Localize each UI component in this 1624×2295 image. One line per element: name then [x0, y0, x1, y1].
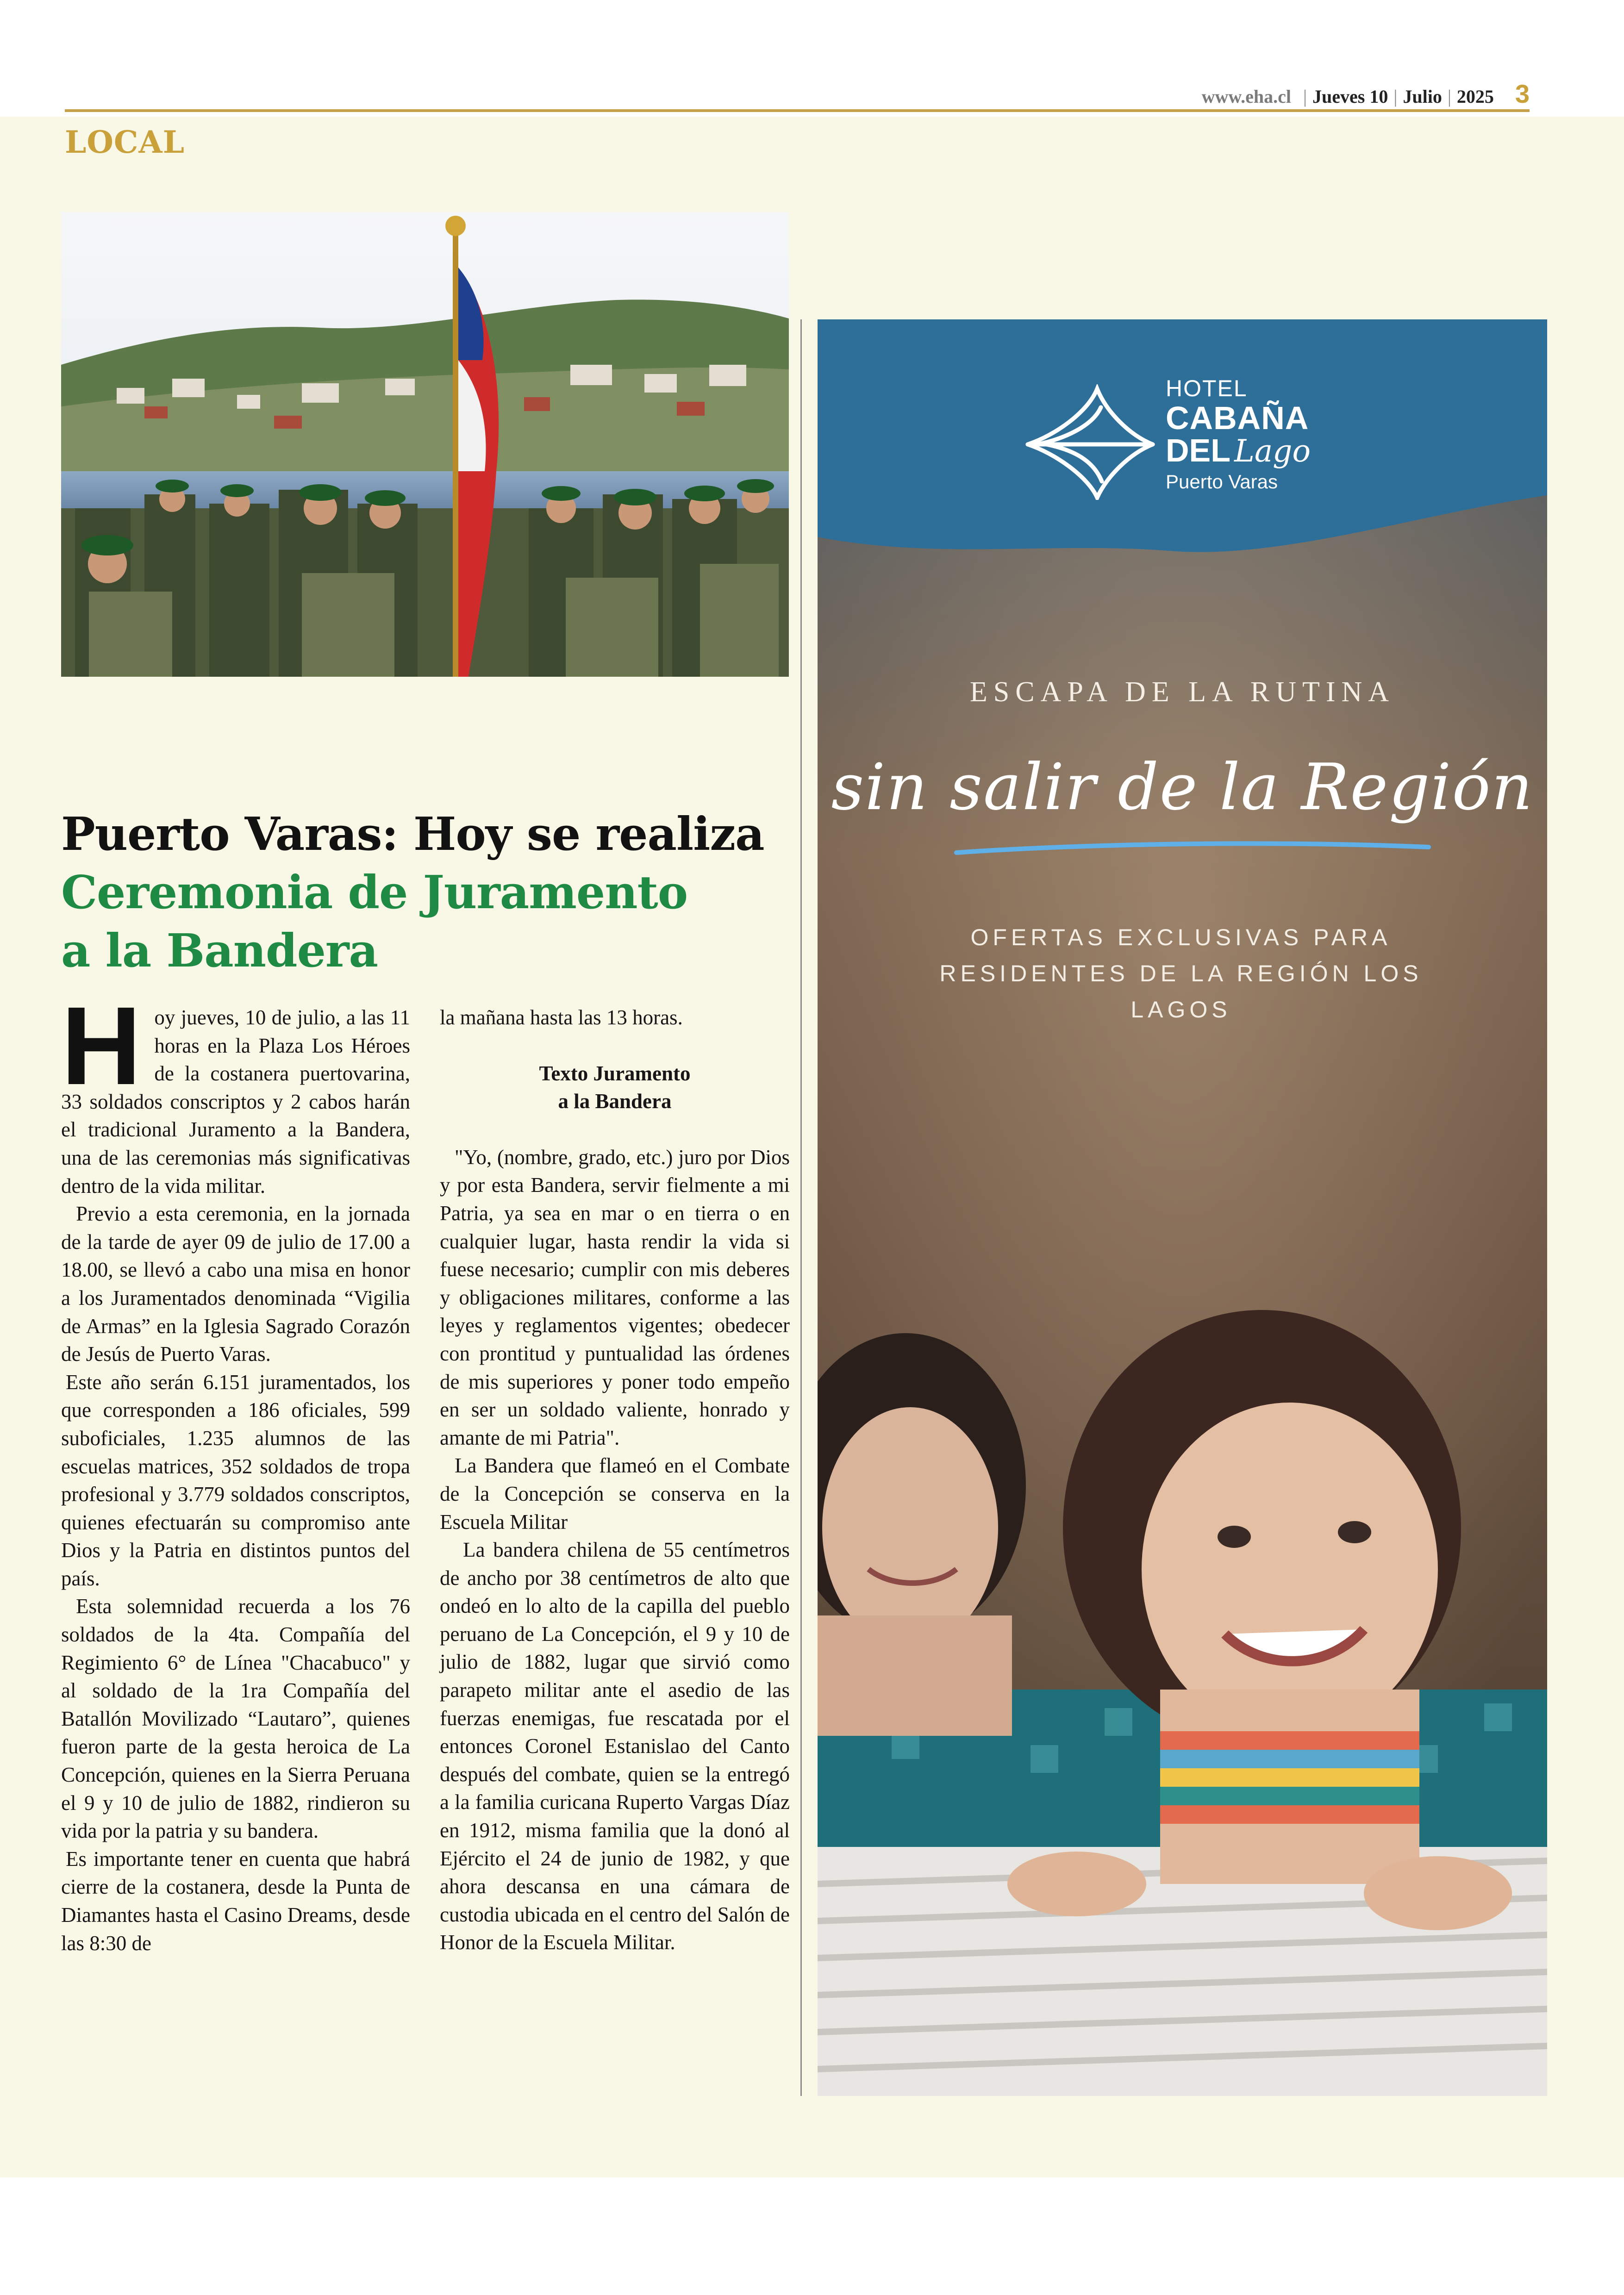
- folio-separator: |: [1393, 86, 1398, 107]
- logo-place: Puerto Varas: [1166, 471, 1278, 493]
- logo-lago-word: Lago: [1234, 433, 1311, 469]
- paragraph: la mañana hasta las 13 horas.: [440, 1006, 683, 1029]
- paragraph: La Bandera que flameó en el Combate de la Concepción se conserva en la Escuela Militar: [440, 1454, 790, 1534]
- paragraph: Este año serán 6.151 juramentados, los que corresponden a 186 oficiales, 599 suboficiales, 1.235 alumnos de las escuelas matrices, 352 soldados de tropa profesional y 3.779 soldados conscriptos, quienes efectuarán su compromiso ante Dios y la Patria en distintos puntos del país.: [61, 1370, 410, 1590]
- folio-day: Jueves 10: [1312, 86, 1388, 107]
- headline-line-2: Ceremonia de Juramento: [61, 866, 688, 919]
- hotel-logo: [1018, 370, 1343, 500]
- header-rule: [65, 109, 1530, 112]
- paragraph: La bandera chilena de 55 centímetros de ancho por 38 centímetros de alto que ondeó en lo alto de la capilla del pueblo peruano de La Concepción, el 9 y 10 de julio de 1882, lugar que sirvió como parapeto militar ante el asedio de las fuerzas enemigas, fue rescatada por el entonces Coronel Estanislao del Canto después del combate, quien se la entregó a la familia curicana Ruperto Vargas Díaz en 1912, misma familia que la donó al Ejército el 24 de junio de 1982, y que ahora descansa en una cámara de custodia ubicada en el centro del Salón de Honor de la Escuela Militar.: [440, 1538, 790, 1954]
- article-column-2: [440, 1004, 790, 1957]
- folio-year: 2025: [1456, 86, 1494, 107]
- headline-line-3: a la Bandera: [61, 924, 378, 978]
- ad-offer-text: OFERTAS EXCLUSIVAS PARA RESIDENTES DE LA REGIÓN LOS LAGOS: [939, 924, 1423, 1023]
- page-folio: [1202, 79, 1530, 106]
- article-headline: [61, 805, 802, 980]
- drop-cap: H: [61, 984, 142, 1108]
- paragraph: Previo a esta ceremonia, en la jornada de la tarde de ayer 09 de julio de 17.00 a 18.00, se llevó a cabo una misa en honor a los Juramentados denominada “Vigilia de Armas” en la Iglesia Sagrado Corazón de Jesús de Puerto Varas.: [61, 1202, 410, 1366]
- slogan-underline: [952, 839, 1433, 857]
- article-photo: [61, 212, 789, 677]
- folio-separator: |: [1303, 86, 1307, 107]
- hotel-logo-text: [1166, 375, 1311, 494]
- folio-separator: |: [1447, 86, 1451, 107]
- website-url: www.eha.cl: [1201, 86, 1291, 107]
- hotel-logo-icon: [1018, 384, 1157, 500]
- subheading-line-2: a la Bandera: [558, 1090, 672, 1113]
- paragraph-text: oy jueves, 10 de julio, a las 11 horas en la Plaza Los Héroes de la costanera puertovarina, 33 soldados conscriptos y 2 cabos harán el tradicional Juramento a la Bandera, una de las ceremonias más significativas dentro de la vida militar.: [61, 1006, 410, 1197]
- article-column-1: [61, 984, 410, 1957]
- paragraph: "Yo, (nombre, grado, etc.) juro por Dios y por esta Bandera, servir fielmente a mi Patria, ya sea en mar o en tierra o en cualquier lugar, hasta rendir la vida si fuese necesario; cumplir con mis deberes y obligaciones militares, conforme a las leyes y reglamentos vigentes; obedecer con prontitud y puntualidad las órdenes de mis superiores y poner todo empeño en ser un soldado valiente, honrado y amante de mi Patria".: [440, 1145, 790, 1449]
- column-divider: [800, 319, 802, 2096]
- paragraph: Esta solemnidad recuerda a los 76 soldados de la 4ta. Compañía del Regimiento 6° de Línea "Chacabuco" y al soldado de la 1ra Compañía del Batallón Movilizado “Lautaro”, quienes fueron parte de la gesta heroica de La Concepción, quienes en la Sierra Peruana el 9 y 10 de julio de 1882, rindieron su vida por la patria y su bandera.: [61, 1595, 410, 1843]
- paragraph: [61, 984, 410, 1200]
- subheading-line-1: Texto Juramento: [539, 1061, 691, 1085]
- logo-name-line-2: [1166, 434, 1311, 468]
- hotel-advertisement: [818, 319, 1547, 2096]
- logo-hotel-word: HOTEL: [1166, 375, 1248, 401]
- section-label: LOCAL: [65, 124, 185, 160]
- ad-background-photo: [818, 319, 1547, 2096]
- ad-script-slogan: sin salir de la Región: [831, 750, 1534, 824]
- ad-tagline: ESCAPA DE LA RUTINA: [969, 676, 1395, 708]
- folio-month: Julio: [1403, 86, 1442, 107]
- headline-line-1: Puerto Varas: Hoy se realiza: [61, 808, 764, 861]
- logo-name-line-1: CABAÑA: [1166, 400, 1309, 436]
- logo-del-word: DEL: [1166, 432, 1230, 468]
- paragraph: Es importante tener en cuenta que habrá cierre de la costanera, desde la Punta de Diamantes hasta el Casino Dreams, desde las 8:30 de: [61, 1847, 410, 1955]
- page-number: 3: [1515, 79, 1530, 108]
- subheading: [440, 1060, 790, 1116]
